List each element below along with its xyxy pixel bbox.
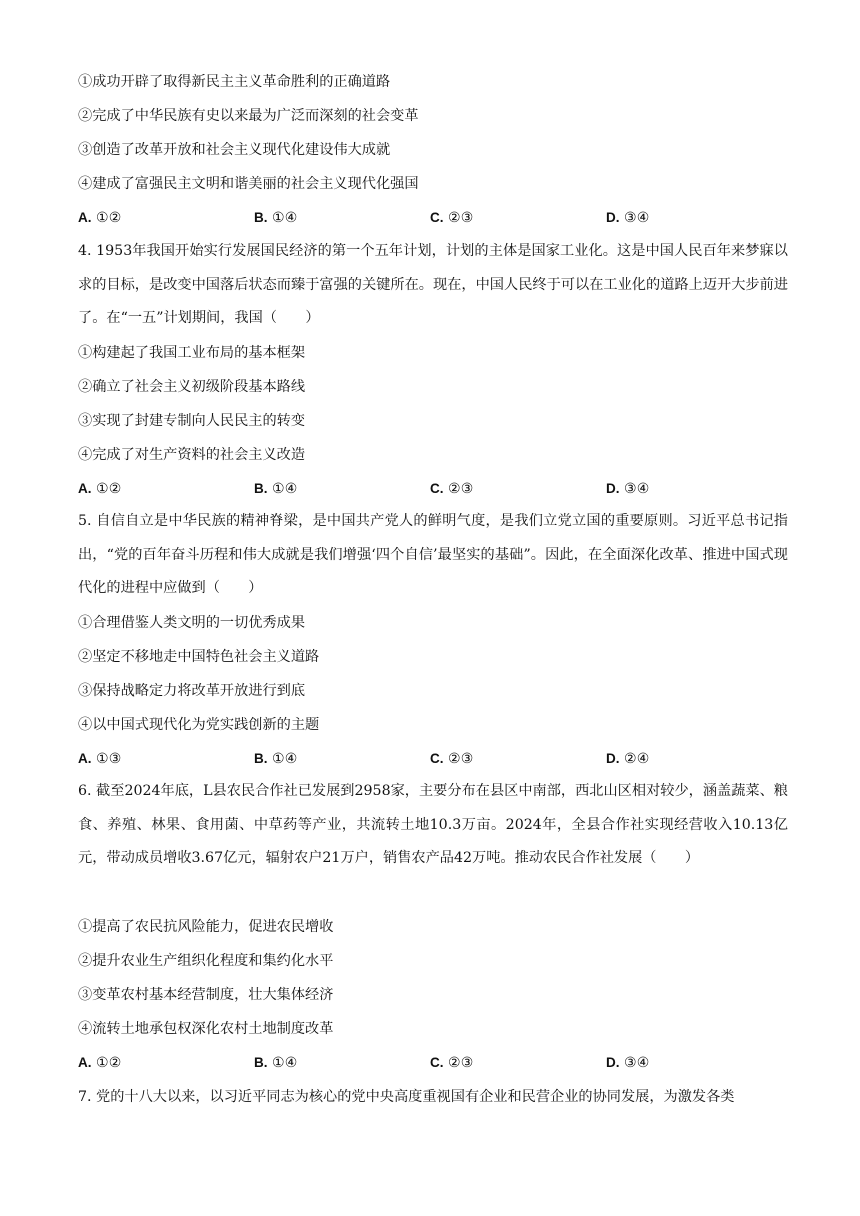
q6-stem: 6. 截至2024年底，L县农民合作社已发展到2958家，主要分布在县区中南部，西北山区相对较少，涵盖蔬菜、粮食、养殖、林果、食用菌、中草药等产业，共流转土地10.3万亩。2024年，全县合作社实现经营收入10.13亿元，带动成员增收3.67亿元，辐射农户21万户，销售农产品42万吨。推动农民合作社发展（ ） — [78, 783, 788, 866]
q4-item-2: ②确立了社会主义初级阶段基本路线 — [78, 379, 306, 395]
q4-options — [78, 479, 788, 499]
q5-item-4: ④以中国式现代化为党实践创新的主题 — [78, 717, 320, 733]
q3-options — [78, 208, 788, 228]
q3-item-3: ③创造了改革开放和社会主义现代化建设伟大成就 — [78, 142, 391, 158]
q4-item-4: ④完成了对生产资料的社会主义改造 — [78, 447, 306, 463]
q6-option-c: C. ②③ — [430, 1055, 474, 1071]
q6-options — [78, 1053, 788, 1073]
q5-option-c: C. ②③ — [430, 751, 474, 767]
q6-option-a: A. ①② — [78, 1055, 122, 1071]
q3-option-a: A. ①② — [78, 210, 122, 226]
q4-option-c: C. ②③ — [430, 481, 474, 497]
q5-options — [78, 749, 788, 769]
q6-item-4: ④流转土地承包权深化农村土地制度改革 — [78, 1021, 334, 1037]
q3-item-4: ④建成了富强民主文明和谐美丽的社会主义现代化强国 — [78, 176, 419, 192]
q7-stem: 7. 党的十八大以来，以习近平同志为核心的党中央高度重视国有企业和民营企业的协同发展，为激发各类 — [78, 1089, 735, 1105]
q6-item-2: ②提升农业生产组织化程度和集约化水平 — [78, 953, 334, 969]
q4-option-b: B. ①④ — [254, 481, 298, 497]
q5-option-d: D. ②④ — [606, 751, 650, 767]
q3-option-d: D. ③④ — [606, 210, 650, 226]
q3-item-2: ②完成了中华民族有史以来最为广泛而深刻的社会变革 — [78, 108, 419, 124]
q6-item-1: ①提高了农民抗风险能力，促进农民增收 — [78, 919, 334, 935]
q3-item-1: ①成功开辟了取得新民主主义革命胜利的正确道路 — [78, 74, 391, 90]
q6-item-3: ③变革农村基本经营制度，壮大集体经济 — [78, 987, 334, 1003]
q5-item-2: ②坚定不移地走中国特色社会主义道路 — [78, 649, 320, 665]
q5-option-a: A. ①③ — [78, 751, 122, 767]
q5-item-3: ③保持战略定力将改革开放进行到底 — [78, 683, 306, 699]
q3-option-c: C. ②③ — [430, 210, 474, 226]
q4-stem: 4. 1953年我国开始实行发展国民经济的第一个五年计划，计划的主体是国家工业化。这是中国人民百年来梦寐以求的目标，是改变中国落后状态而臻于富强的关键所在。现在，中国人民终于可以在工业化的道路上迈开大步前进了。在“一五”计划期间，我国（ ） — [78, 243, 788, 326]
q6-option-d: D. ③④ — [606, 1055, 650, 1071]
q3-option-b: B. ①④ — [254, 210, 298, 226]
q4-item-1: ①构建起了我国工业布局的基本框架 — [78, 345, 306, 361]
q6-option-b: B. ①④ — [254, 1055, 298, 1071]
q5-stem: 5. 自信自立是中华民族的精神脊梁，是中国共产党人的鲜明气度，是我们立党立国的重要原则。习近平总书记指出，“党的百年奋斗历程和伟大成就是我们增强‘四个自信’最坚实的基础”。因此，在全面深化改革、推进中国式现代化的进程中应做到（ ） — [78, 513, 788, 596]
q4-option-a: A. ①② — [78, 481, 122, 497]
q5-item-1: ①合理借鉴人类文明的一切优秀成果 — [78, 615, 306, 631]
q4-item-3: ③实现了封建专制向人民民主的转变 — [78, 413, 306, 429]
q4-option-d: D. ③④ — [606, 481, 650, 497]
q5-option-b: B. ①④ — [254, 751, 298, 767]
